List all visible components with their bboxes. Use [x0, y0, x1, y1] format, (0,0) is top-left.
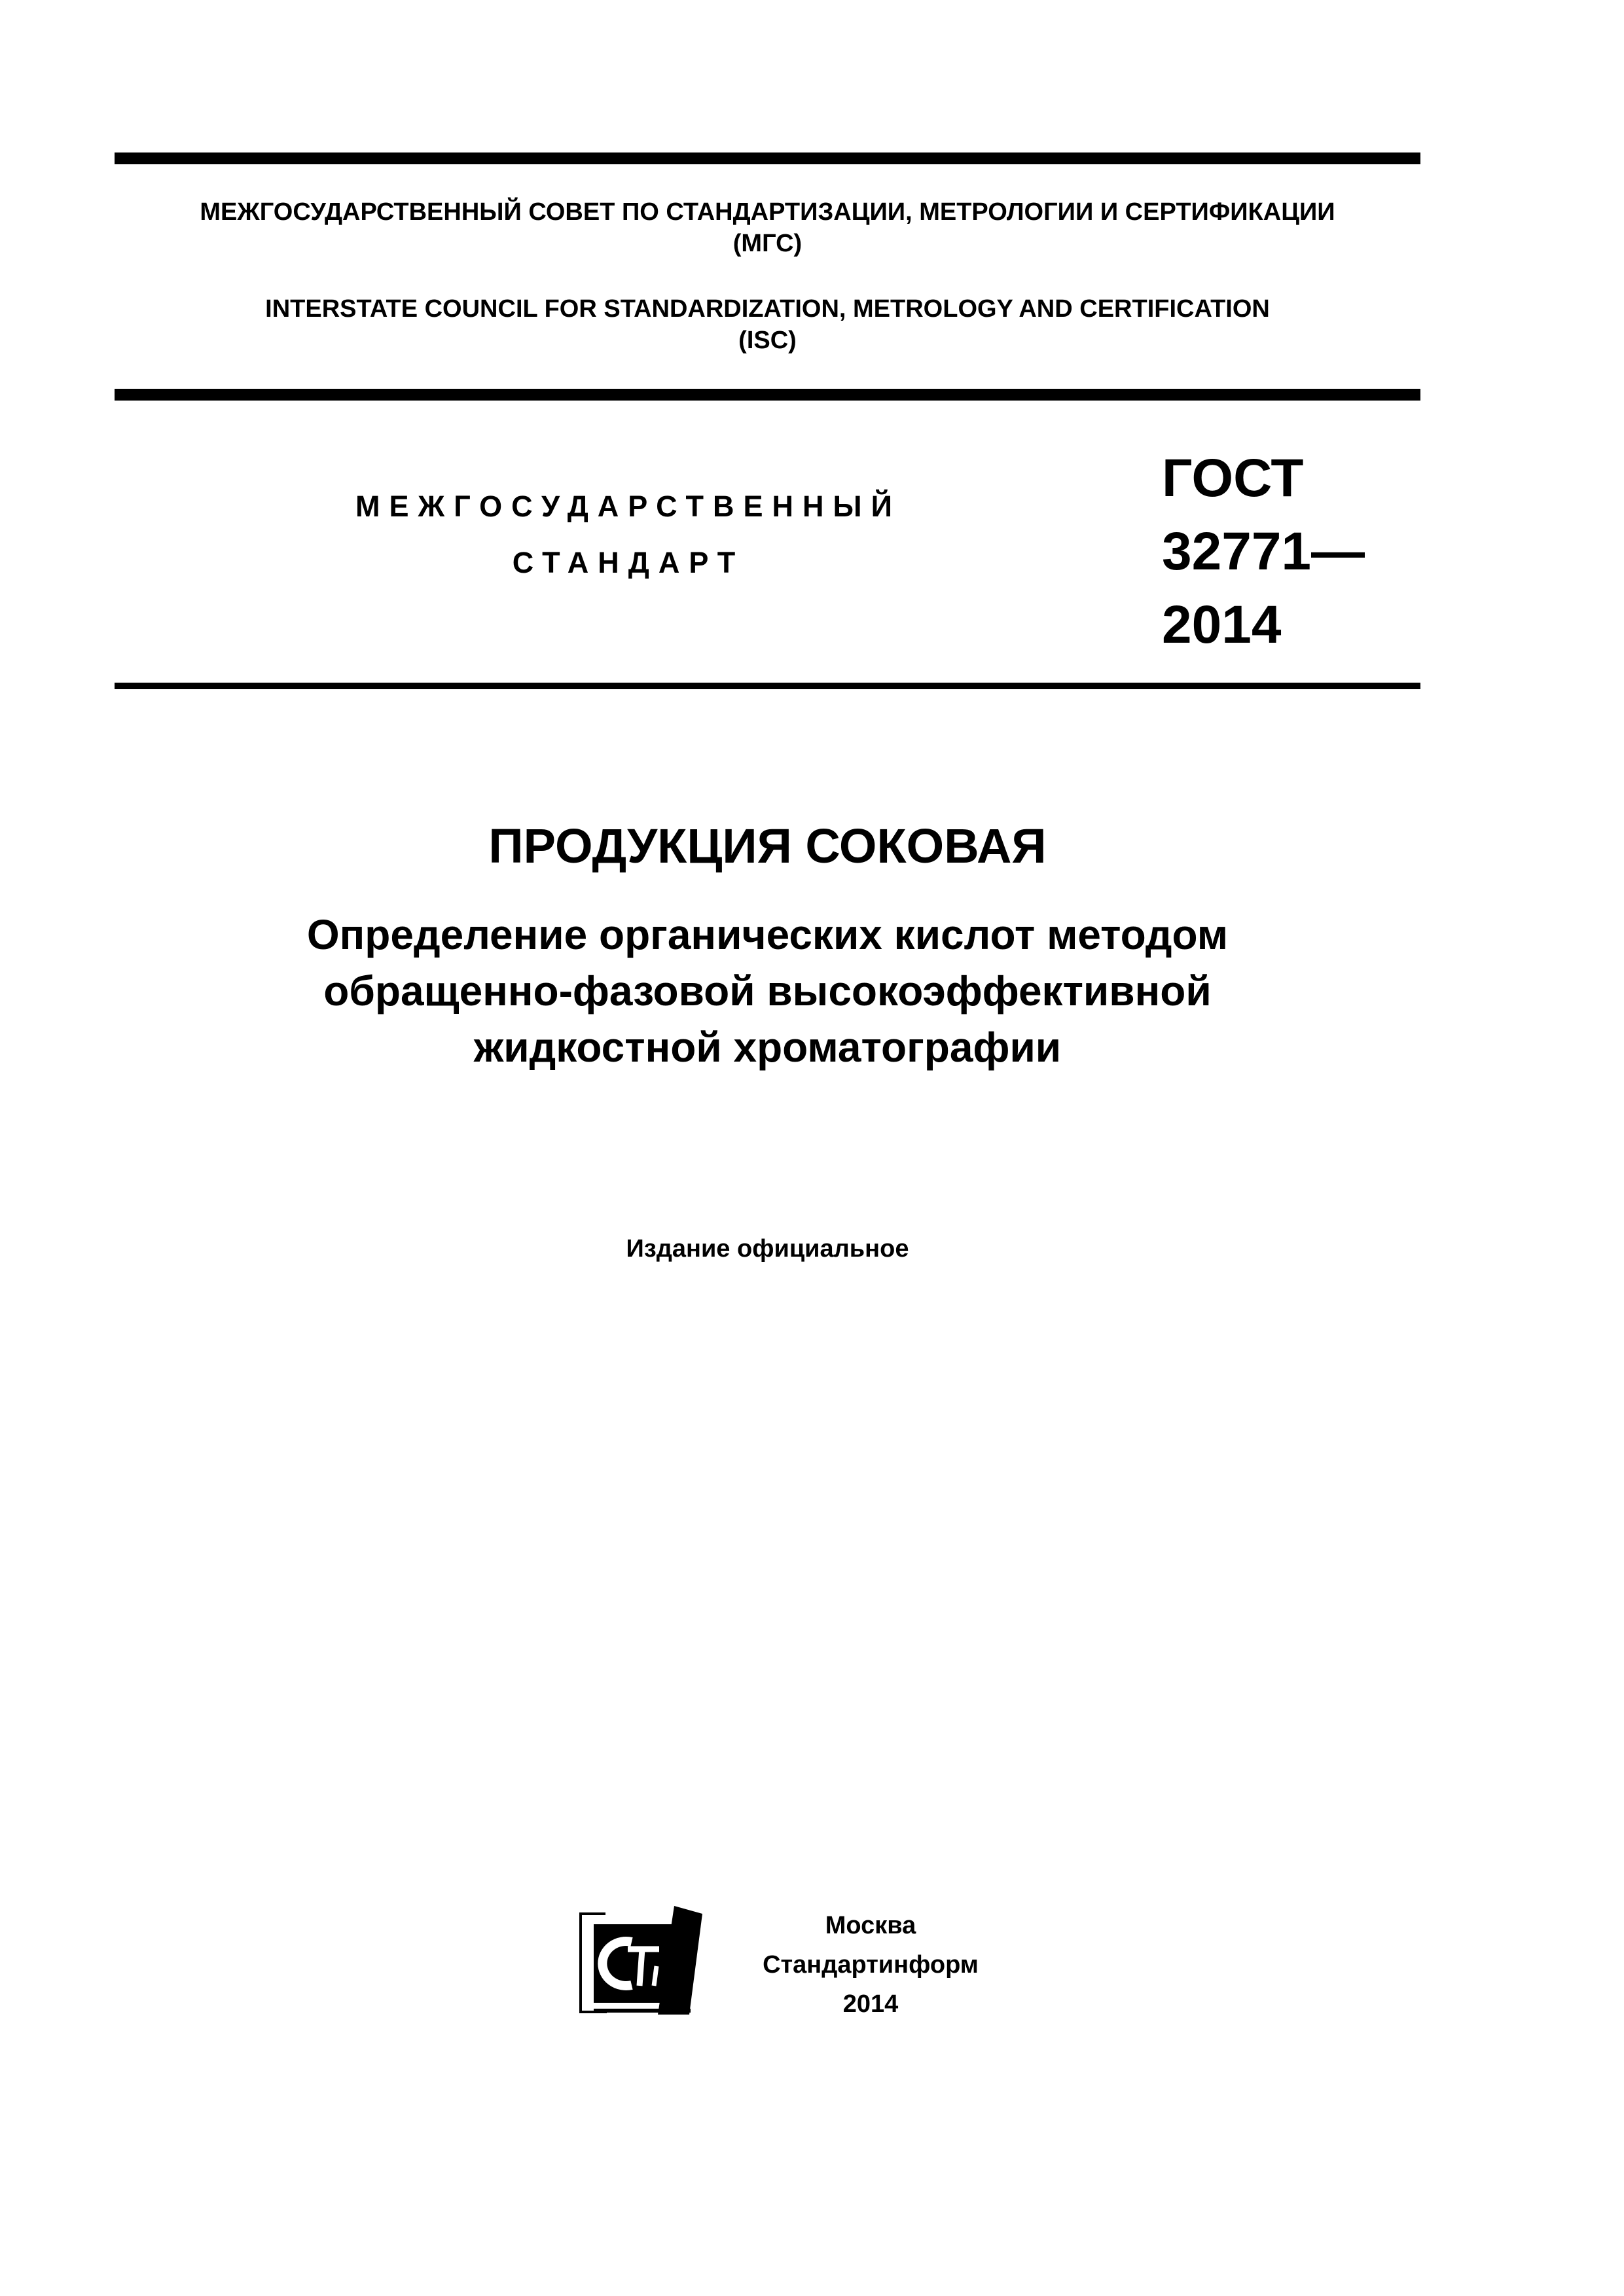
top-divider — [115, 152, 1420, 164]
council-ru-name: МЕЖГОСУДАРСТВЕННЫЙ СОВЕТ ПО СТАНДАРТИЗАЦИИ, МЕТРОЛОГИИ И СЕРТИФИКАЦИИ — [200, 198, 1335, 226]
council-en — [115, 293, 1420, 356]
bottom-divider — [115, 683, 1420, 689]
council-en-name: INTERSTATE COUNCIL FOR STANDARDIZATION, METROLOGY AND CERTIFICATION — [265, 295, 1270, 323]
standard-kind-line1: МЕЖГОСУДАРСТВЕННЫЙ — [355, 490, 901, 523]
standard-kind-line2: СТАНДАРТ — [512, 546, 745, 579]
middle-divider — [115, 389, 1420, 401]
gost-label: ГОСТ — [1162, 448, 1304, 508]
standartinform-logo-icon — [579, 1906, 704, 2016]
gost-number: 32771— — [1162, 522, 1365, 581]
imprint-publisher: Стандартинформ — [763, 1951, 979, 1979]
document-subtitle — [115, 906, 1420, 1075]
gost-designation — [1162, 442, 1365, 662]
subtitle-line: Определение органических кислот методом — [306, 911, 1229, 958]
imprint-year: 2014 — [842, 1990, 899, 2018]
subtitle-line: обращенно-фазовой высокоэффективной — [323, 967, 1212, 1014]
council-ru — [115, 196, 1420, 259]
gost-year: 2014 — [1162, 595, 1282, 655]
edition-note: Издание официальное — [626, 1235, 909, 1263]
imprint-city: Москва — [825, 1912, 916, 1939]
document-title: ПРОДУКЦИЯ СОКОВАЯ — [488, 819, 1047, 873]
imprint — [740, 1906, 1001, 2024]
subtitle-line: жидкостной хроматографии — [473, 1024, 1062, 1071]
council-ru-abbr: (МГС) — [732, 230, 803, 257]
council-en-abbr: (ISC) — [738, 327, 797, 354]
